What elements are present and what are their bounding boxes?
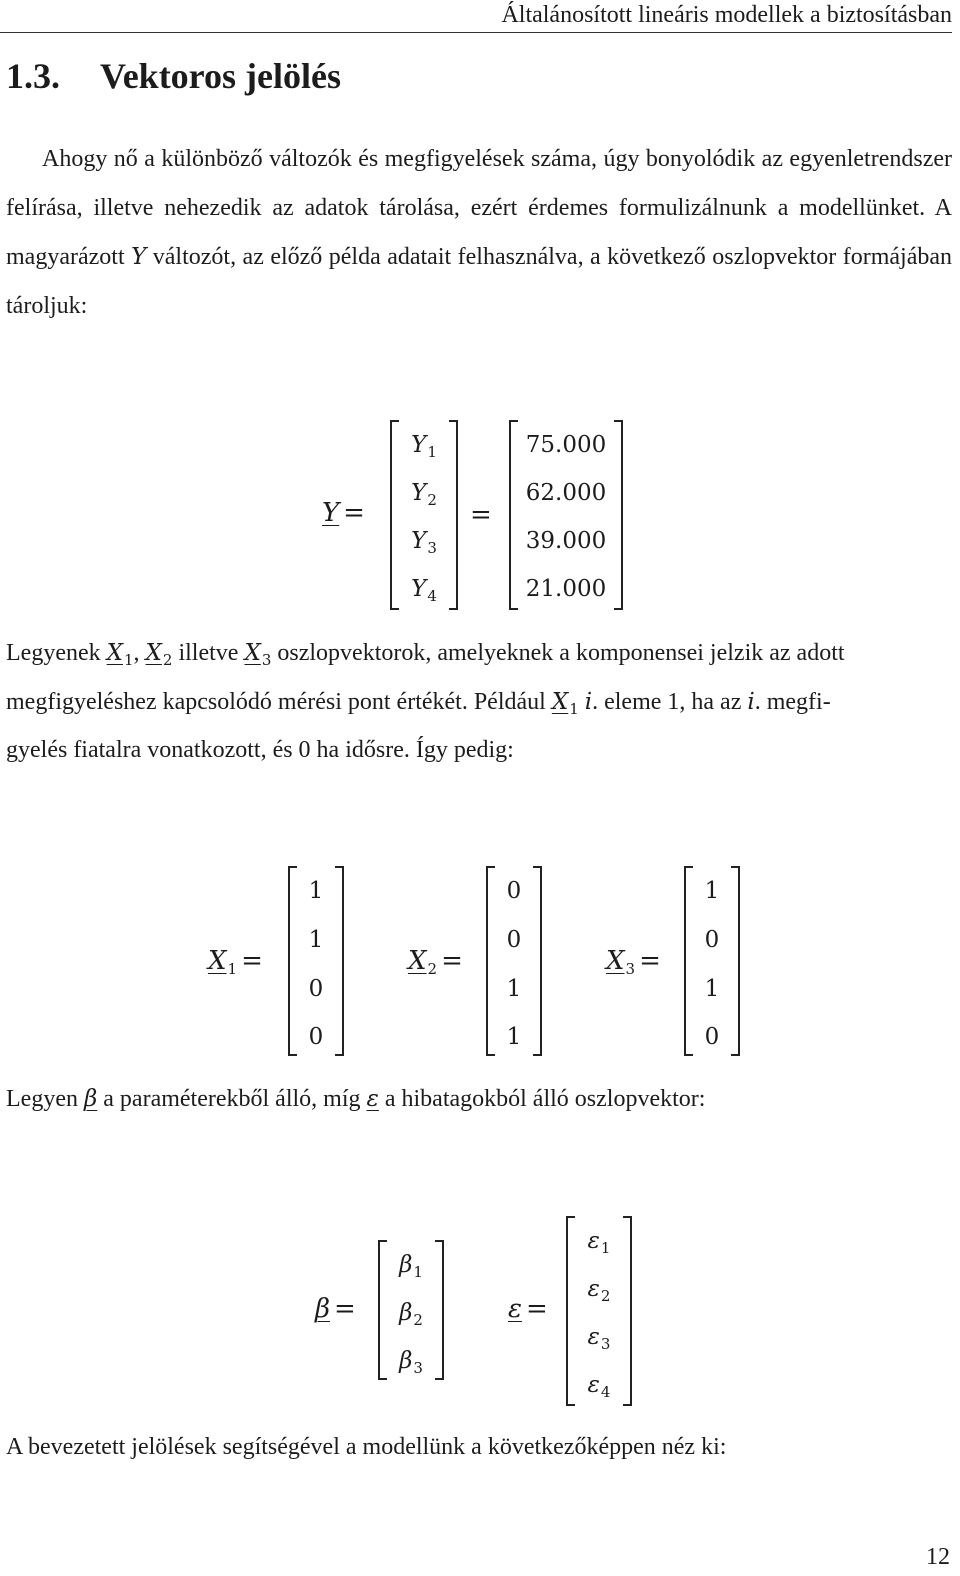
equals-sign-2: = — [470, 500, 492, 530]
cell-y1: $Y_1$ — [411, 432, 437, 461]
eps-1: $\varepsilon_1$ — [587, 1228, 611, 1257]
var-y: Y — [131, 244, 147, 270]
matrix-y-values — [509, 420, 623, 610]
eq-beta-lhs: β = — [315, 1294, 356, 1324]
vector-y-label: Y — [322, 498, 340, 528]
equals-sign: = — [343, 498, 365, 528]
section-number: 1.3. — [6, 56, 60, 96]
section-title: Vektoros jelölés — [100, 56, 341, 96]
value-y3: 39.000 — [525, 528, 607, 554]
eps-2: $\varepsilon_2$ — [587, 1276, 611, 1305]
x1-cell-4: 0 — [308, 1024, 324, 1050]
value-y1: 75.000 — [525, 432, 607, 458]
x2-cell-1: 0 — [506, 878, 522, 904]
para3-line: Legyen β a paraméterekből álló, míg ε a hibatagokból álló oszlopvektor: — [6, 1086, 706, 1112]
x2-cell-4: 1 — [506, 1024, 522, 1050]
para2-line1: Legyenek $X_1$, $X_2$ illetve $X_3$ oszlopvektorok, amelyeknek a komponensei jelzik az adott — [6, 640, 845, 669]
x3-cell-2: 0 — [704, 927, 720, 953]
running-title: Általánosított lineáris modellek a biztosításban — [501, 2, 952, 28]
eq-x2-lhs: X2 = — [408, 946, 463, 978]
eq-x1-lhs: X1 = — [208, 946, 263, 978]
para2-line2: megfigyeléshez kapcsolódó mérési pont értékét. Például $X_1$ i. eleme 1, ha az i. megfi- — [6, 689, 831, 718]
para1-text-a: Ahogy nő a különböző változók és megfigyelések száma, úgy bonyolódik az egyenletrendszer felírása, illetve nehezedik az adatok tárolása, ezért érdemes formulizálnunk a modellünket. A magyarázott — [6, 146, 952, 270]
section-heading — [6, 55, 341, 97]
x1-cell-3: 0 — [308, 976, 324, 1002]
para4-line: A bevezetett jelölések segítségével a modellünk a következőképpen néz ki: — [6, 1434, 727, 1460]
eps-3: $\varepsilon_3$ — [587, 1324, 611, 1353]
value-y2: 62.000 — [525, 480, 607, 506]
value-y4: 21.000 — [525, 576, 607, 602]
matrix-x3 — [684, 866, 740, 1056]
matrix-beta — [378, 1240, 444, 1380]
beta-2: $\beta_2$ — [399, 1300, 423, 1329]
cell-y2: $Y_2$ — [411, 480, 437, 509]
matrix-y-symbols — [390, 420, 458, 610]
eq-y-lhs — [322, 498, 365, 528]
x3-cell-3: 1 — [704, 976, 720, 1002]
running-header — [0, 0, 952, 33]
para1-text-b: változót, az előző példa adatait felhasználva, a következő oszlopvektor formájában tároljuk: — [6, 244, 953, 319]
para2-line3: gyelés fiatalra vonatkozott, és 0 ha idősre. Így pedig: — [6, 737, 514, 763]
x2-cell-3: 1 — [506, 976, 522, 1002]
eq-eps-lhs: ε = — [508, 1294, 548, 1324]
x3-cell-1: 1 — [704, 878, 720, 904]
page-number: 12 — [926, 1544, 950, 1570]
matrix-x2 — [486, 866, 542, 1056]
cell-y3: $Y_3$ — [411, 528, 437, 557]
x3-cell-4: 0 — [704, 1024, 720, 1050]
eq-x3-lhs: X3 = — [606, 946, 661, 978]
beta-1: $\beta_1$ — [399, 1252, 423, 1281]
cell-y4: $Y_4$ — [411, 576, 437, 605]
x2-cell-2: 0 — [506, 927, 522, 953]
matrix-x1 — [288, 866, 344, 1056]
eps-4: $\varepsilon_4$ — [587, 1372, 611, 1401]
x1-cell-1: 1 — [308, 878, 324, 904]
x1-cell-2: 1 — [308, 927, 324, 953]
beta-3: $\beta_3$ — [399, 1348, 423, 1377]
paragraph-intro — [6, 135, 952, 331]
matrix-eps — [566, 1216, 632, 1406]
